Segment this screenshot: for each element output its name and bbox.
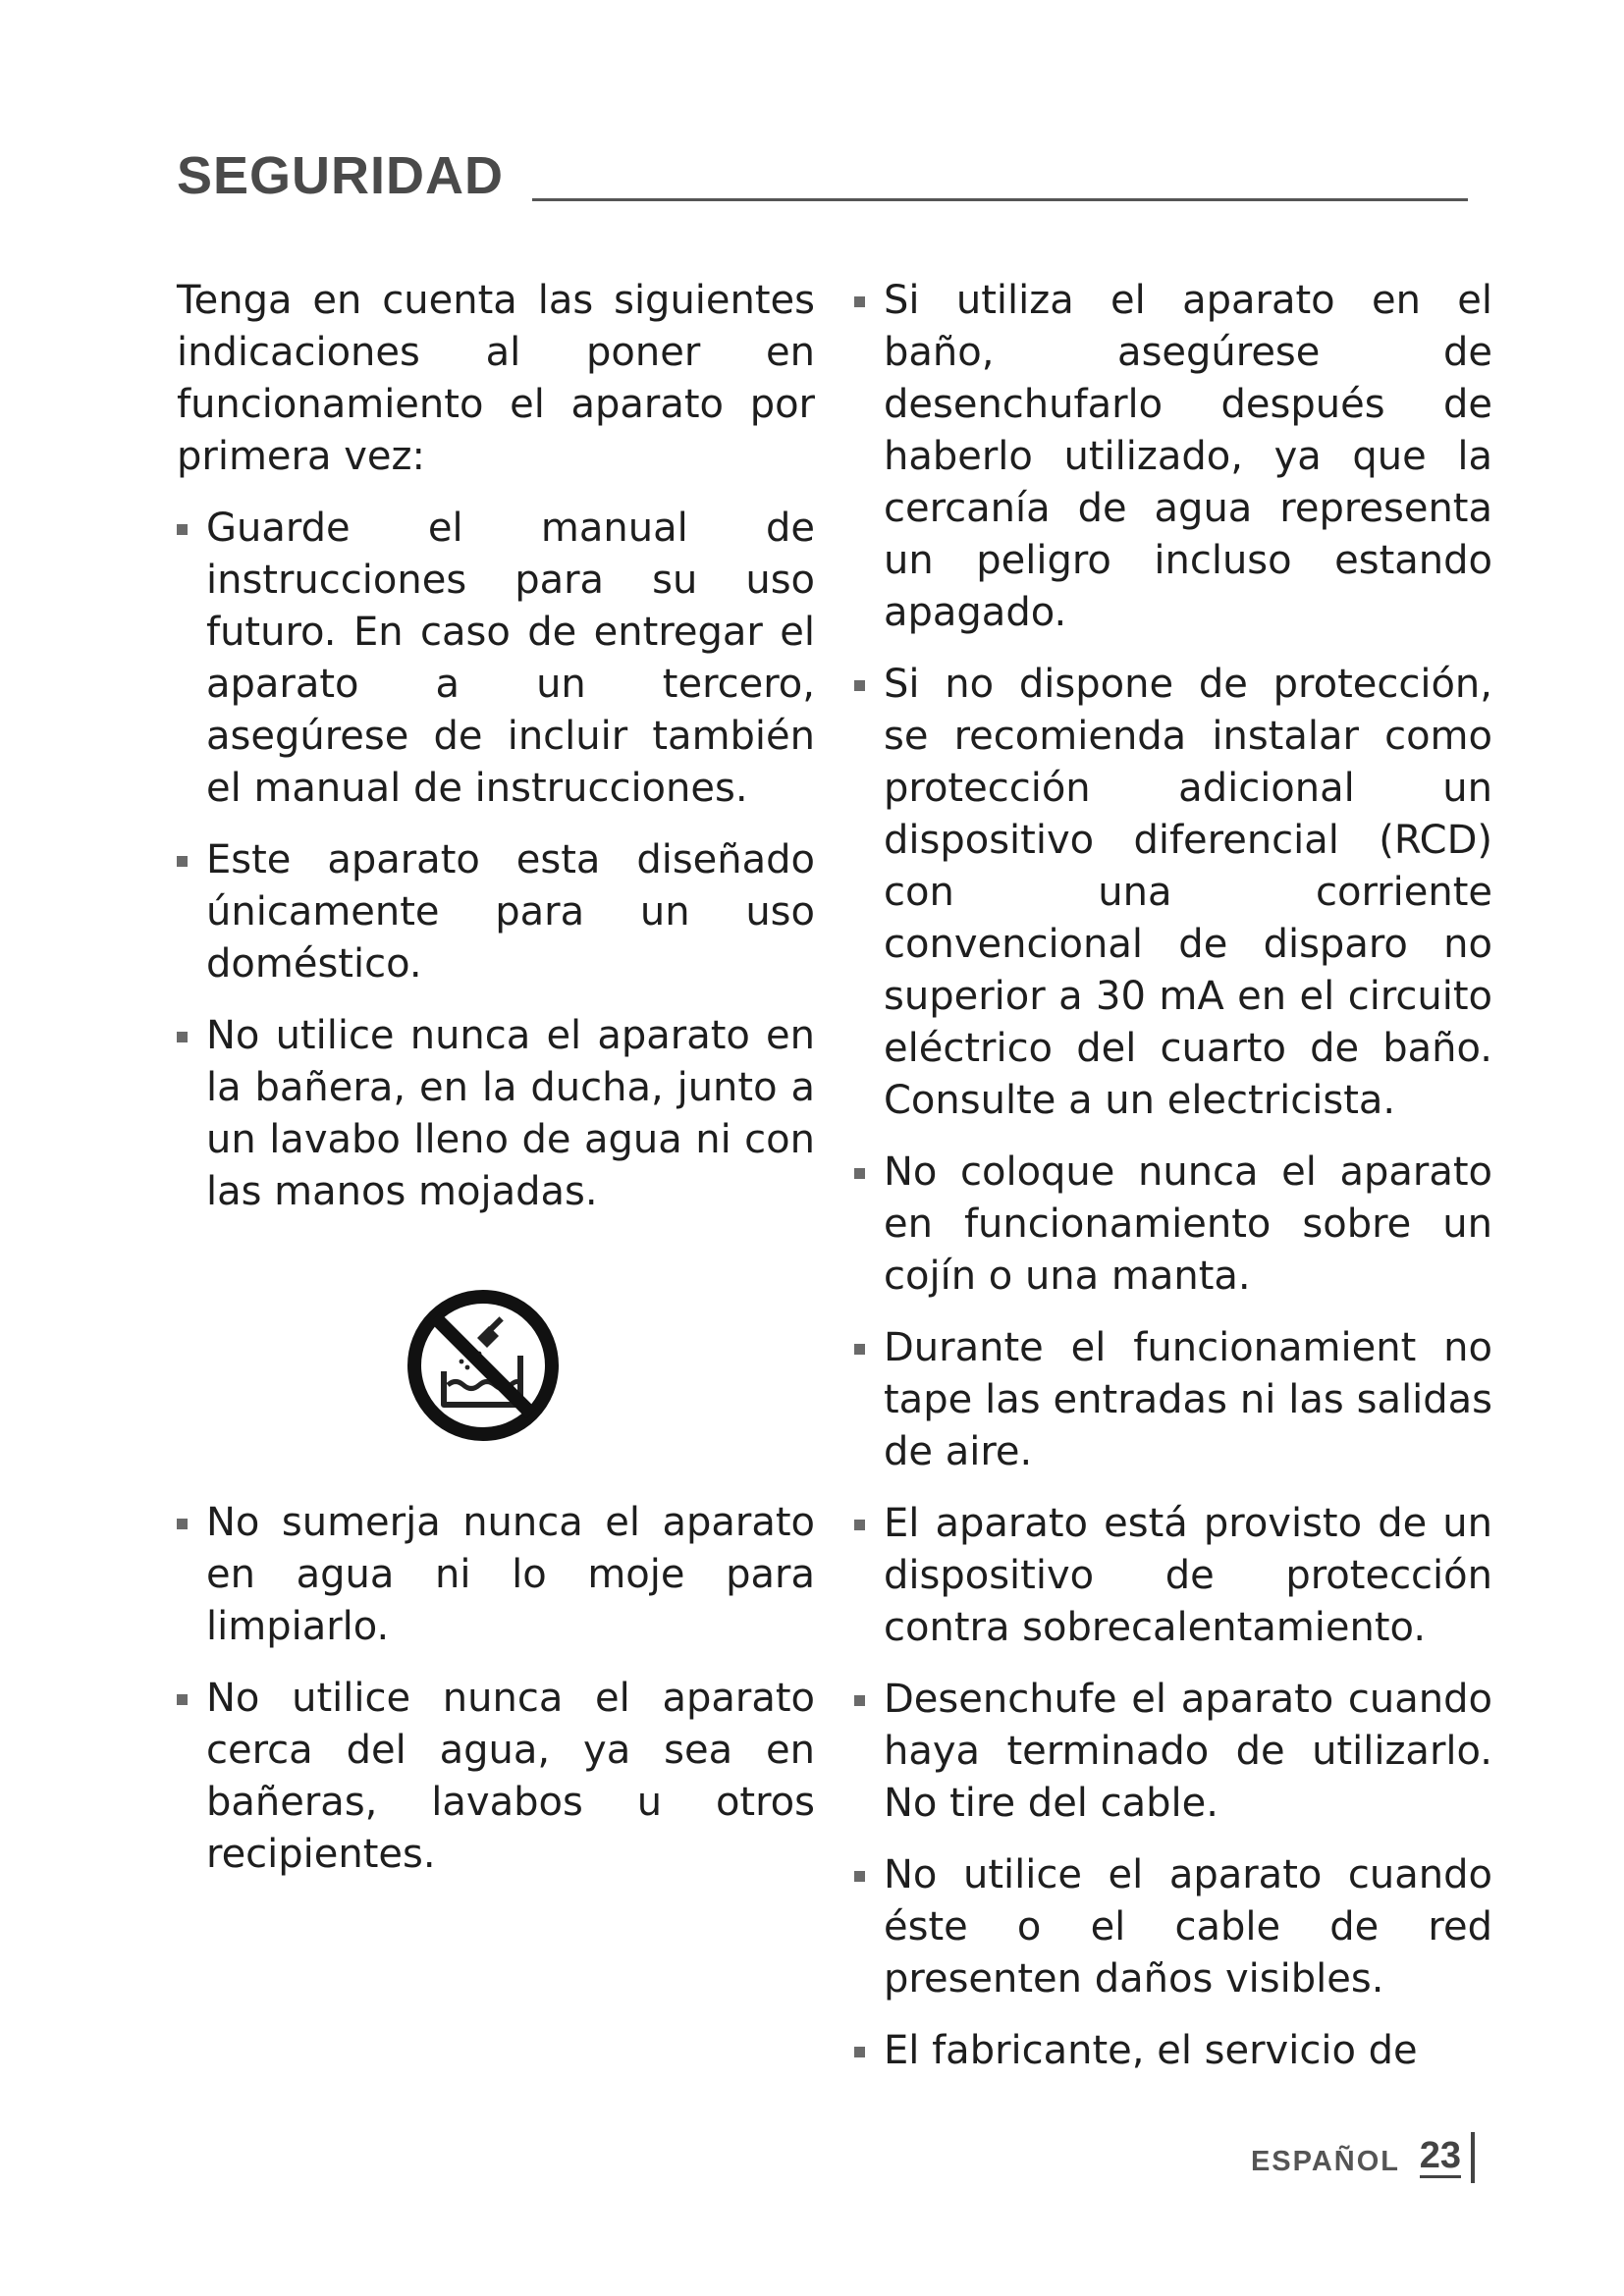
bullet-icon bbox=[177, 1694, 188, 1705]
list-item-text: El aparato está provisto de un dispositivo de protección contra sobrecalentamiento. bbox=[884, 1501, 1492, 1650]
list-item bbox=[854, 1498, 1492, 1654]
bullet-icon bbox=[177, 524, 188, 535]
list-item bbox=[854, 1322, 1492, 1478]
page-number: 23 bbox=[1419, 2135, 1461, 2176]
left-column bbox=[177, 275, 815, 1900]
list-item bbox=[854, 1147, 1492, 1303]
right-column bbox=[854, 275, 1492, 2097]
warning-sign-area bbox=[177, 1238, 815, 1497]
footer-bar bbox=[1471, 2132, 1475, 2183]
bullet-icon bbox=[177, 1519, 188, 1529]
bullet-icon bbox=[854, 1695, 865, 1706]
list-item bbox=[177, 1010, 815, 1218]
bullet-icon bbox=[854, 2047, 865, 2057]
list-item-text: No utilice el aparato cuando éste o el cable de red presenten daños visibles. bbox=[884, 1852, 1492, 2002]
bullet-icon bbox=[854, 1520, 865, 1530]
list-item bbox=[177, 1673, 815, 1881]
bullet-icon bbox=[854, 1871, 865, 1882]
header-rule bbox=[532, 198, 1468, 201]
list-item-text: No sumerja nunca el aparato en agua ni lo moje para limpiarlo. bbox=[206, 1500, 815, 1649]
list-item bbox=[854, 659, 1492, 1127]
list-item bbox=[177, 834, 815, 990]
list-item-text: No utilice nunca el aparato en la bañera, en la ducha, junto a un lavabo lleno de agua ni con las manos mojadas. bbox=[206, 1013, 815, 1214]
page-header bbox=[177, 145, 1468, 214]
list-item-text: Este aparato esta diseñado únicamente para un uso doméstico. bbox=[206, 837, 815, 987]
bullet-icon bbox=[177, 856, 188, 867]
list-item-text: No utilice nunca el aparato cerca del agua, ya sea en bañeras, lavabos u otros recipientes. bbox=[206, 1676, 815, 1877]
list-item-text: Desenchufe el aparato cuando haya terminado de utilizarlo. No tire del cable. bbox=[884, 1677, 1492, 1826]
bullet-icon bbox=[854, 1168, 865, 1179]
list-item bbox=[177, 1497, 815, 1653]
list-item-text: Si no dispone de protección, se recomienda instalar como protección adicional un dispositivo diferencial (RCD) con una corriente convencional de disparo no superior a 30 mA en el circuito eléctrico del cuarto de baño. Consulte a un electricista. bbox=[884, 662, 1492, 1123]
bullet-icon bbox=[854, 296, 865, 307]
list-item bbox=[177, 503, 815, 815]
intro-paragraph: Tenga en cuenta las siguientes indicaciones al poner en funcionamiento el aparato por primera vez: bbox=[177, 278, 815, 479]
list-item bbox=[854, 275, 1492, 639]
list-item bbox=[854, 1849, 1492, 2005]
no-bathing-water-prohibition-icon bbox=[405, 1287, 562, 1444]
bullet-icon bbox=[177, 1032, 188, 1042]
section-title: SEGURIDAD bbox=[177, 146, 505, 205]
bullet-icon bbox=[854, 1344, 865, 1355]
bullet-icon bbox=[854, 680, 865, 691]
list-item-text: Guarde el manual de instrucciones para su uso futuro. En caso de entregar el aparato a un tercero, asegúrese de incluir también el manual de instrucciones. bbox=[206, 506, 815, 811]
list-item-text: Durante el funcionamient no tape las entradas ni las salidas de aire. bbox=[884, 1325, 1492, 1474]
footer-language: ESPAÑOL bbox=[1250, 2146, 1400, 2177]
list-item-text: Si utiliza el aparato en el baño, asegúrese de desenchufarlo después de haberlo utilizado, ya que la cercanía de agua representa un peligro incluso estando apagado. bbox=[884, 278, 1492, 635]
list-item bbox=[854, 2025, 1492, 2077]
list-item-text: El fabricante, el servicio de bbox=[884, 2028, 1418, 2073]
list-item-text: No coloque nunca el aparato en funcionamiento sobre un cojín o una manta. bbox=[884, 1149, 1492, 1299]
list-item bbox=[854, 1674, 1492, 1830]
